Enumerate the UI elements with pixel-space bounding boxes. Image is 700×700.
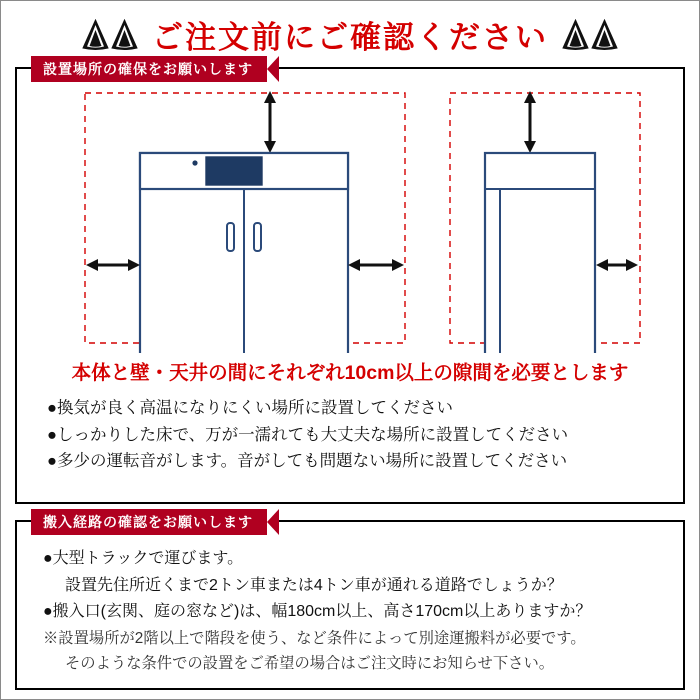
refrigerator-clearance-diagram [17,85,683,353]
onigiri-icon-left [82,19,138,50]
page-title: ご注文前にご確認ください [152,19,548,55]
installation-bullet-list [17,395,683,475]
list-item: ●搬入口(玄関、庭の窓など)は、幅180cm以上、高さ170cm以上ありますか？ [43,603,592,621]
list-item: ●しっかりした床で、万が一濡れても大丈夫な場所に設置してください [47,425,569,444]
section-delivery-route [15,514,685,690]
list-item: ●換気が良く高温になりにくい場所に設置してください [47,399,453,417]
note-text: そのような条件での設置をご希望の場合はご注文時にお知らせ下さい。 [65,655,555,673]
note-text: ※設置場所が2階以上で階段を使う、など条件によって別途運搬料が必要です。 [43,629,586,647]
list-item: ●多少の運転音がします。音がしても問題ない場所に設置してください [47,452,568,471]
list-item: 設置先住所近くまで2トン車または4トン車が通れる道路でしょうか？ [65,576,563,594]
section-installation-space [15,61,685,504]
clearance-headline: 本体と壁・天井の間にそれぞれ10cm以上の隙間を必要とします [71,362,629,384]
list-item: ●大型トラックで運びます。 [43,550,244,567]
ribbon-delivery-route: 搬入経路の確認をお願いします [31,509,279,535]
ribbon-installation-space: 設置場所の確保をお願いします [31,56,279,82]
delivery-route-list [17,522,683,676]
onigiri-icon-right [562,19,618,50]
